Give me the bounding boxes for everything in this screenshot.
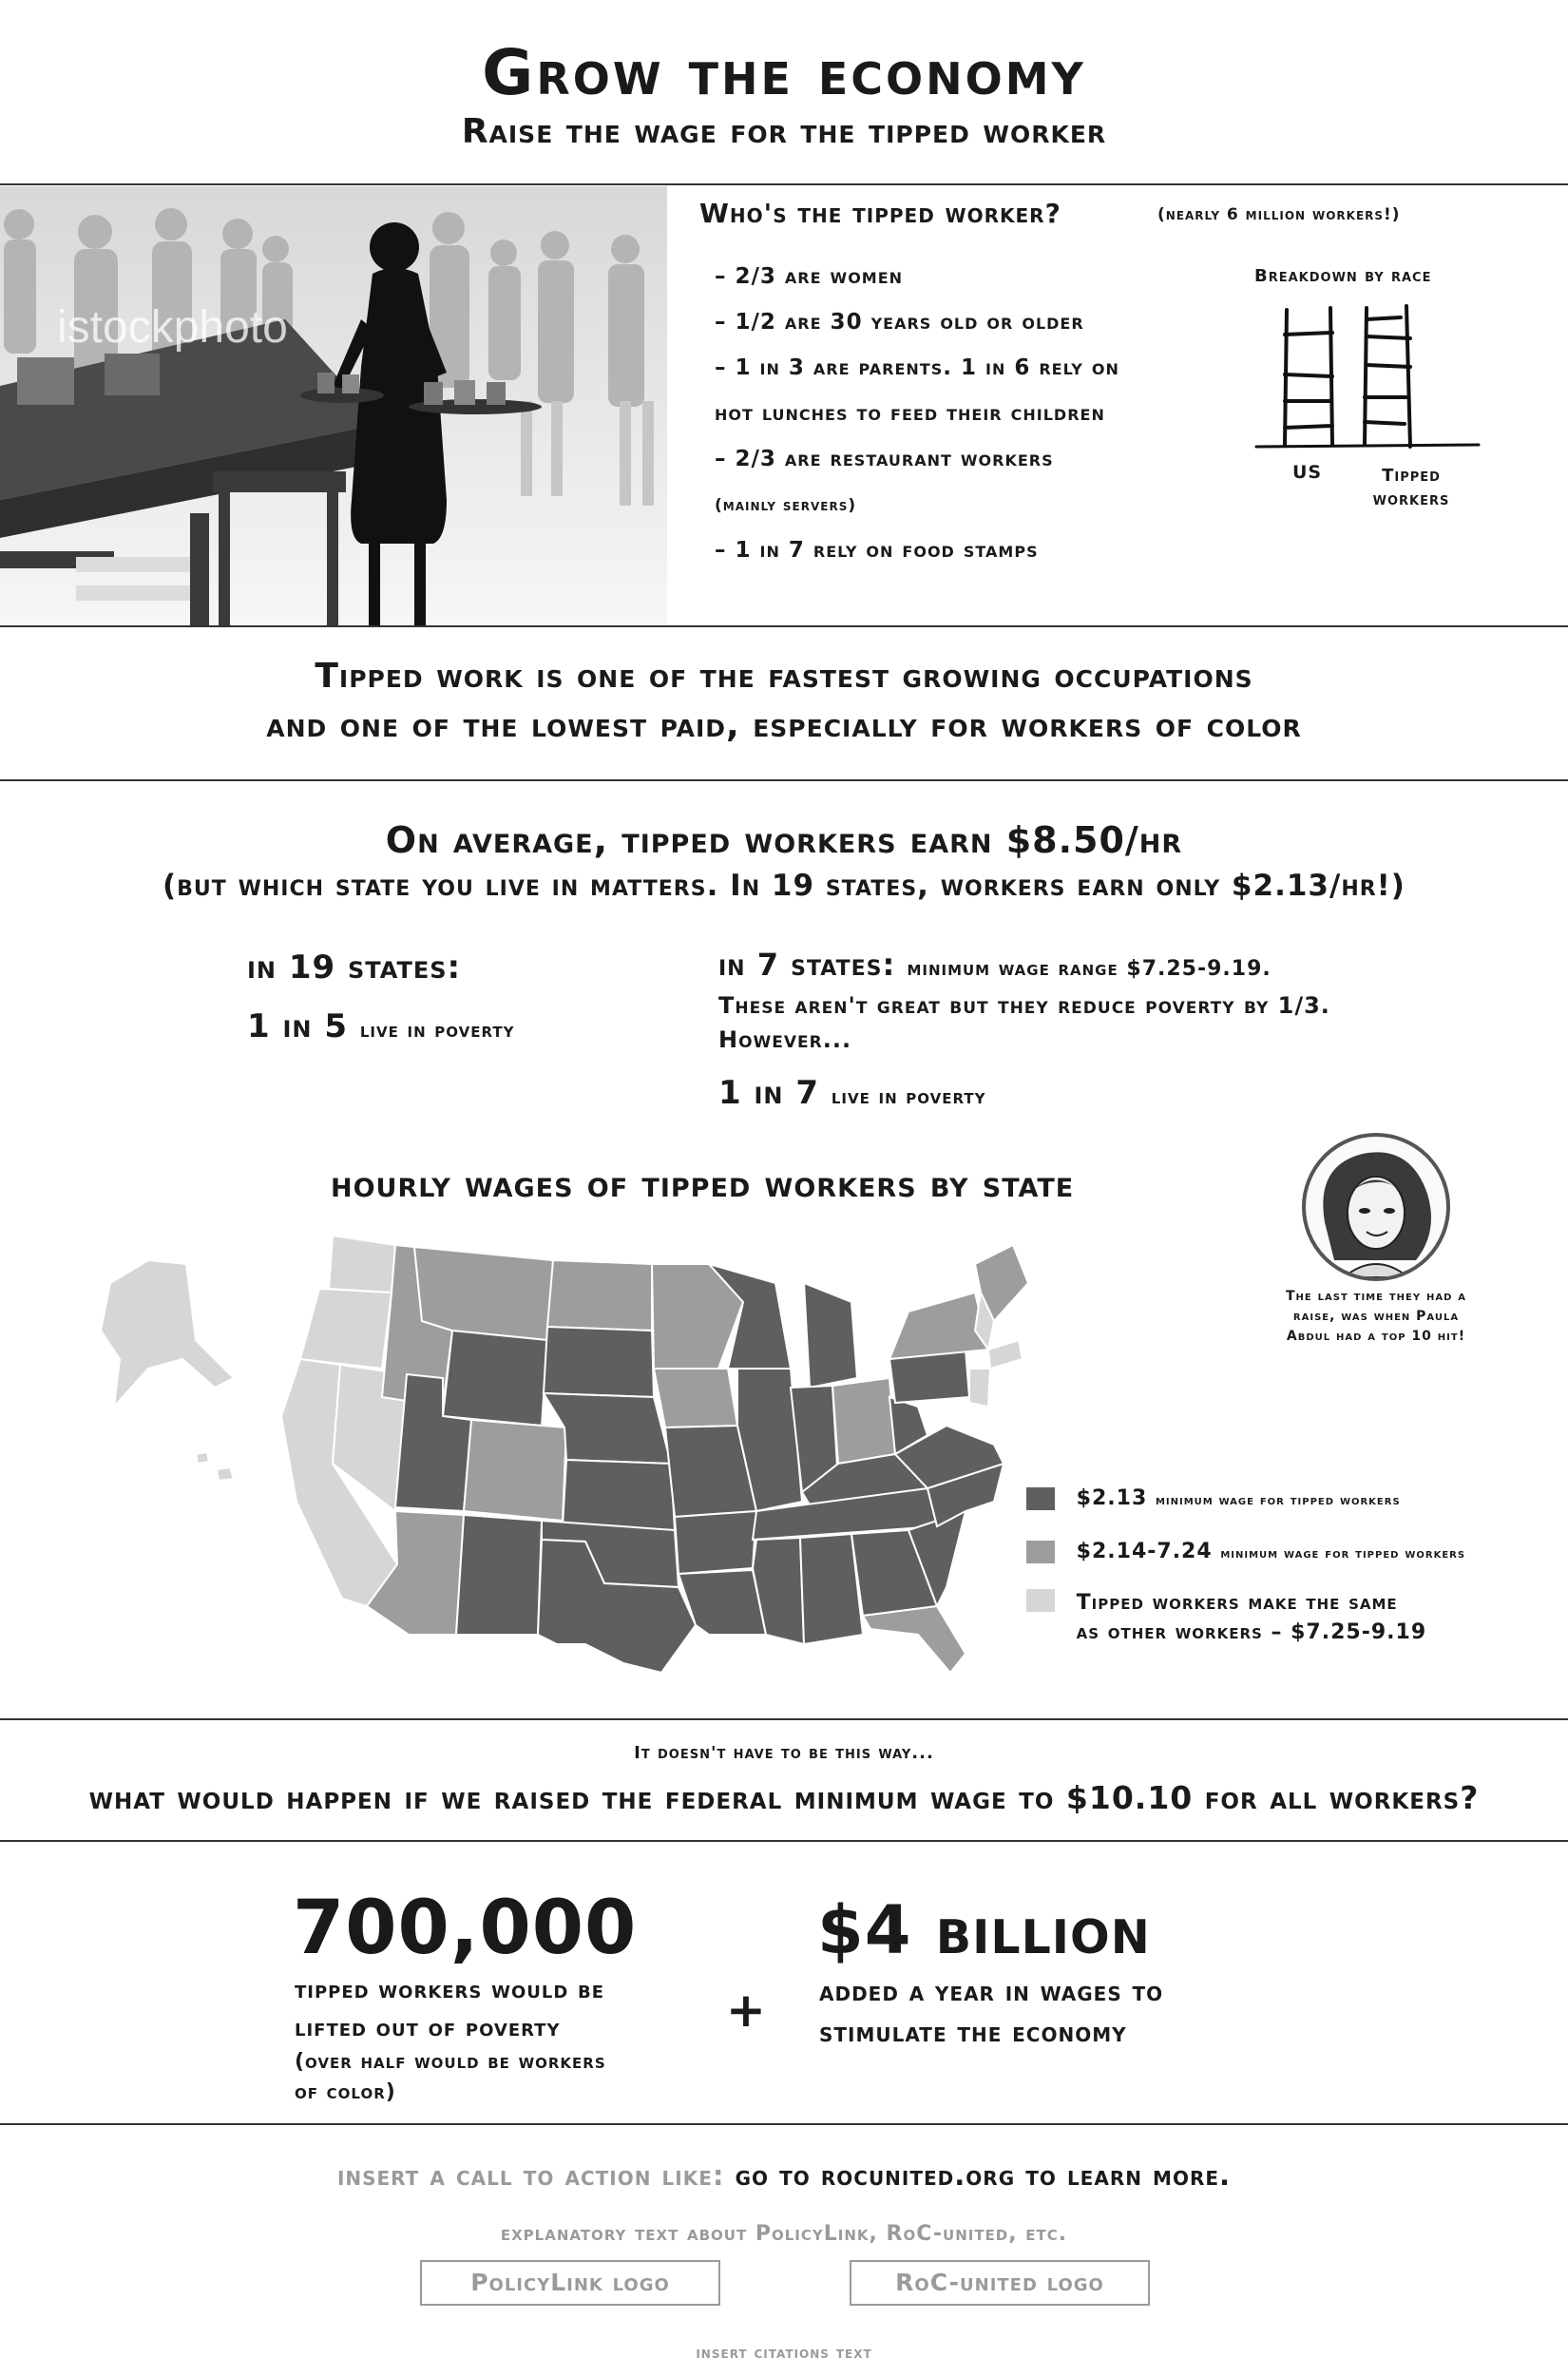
outcome-700k-description [295, 1971, 694, 2108]
outcome-4b-value: $4 billion [817, 1891, 1151, 1969]
outcome-4b-line-2: stimulate the economy [819, 2017, 1127, 2049]
legend-item-light [1026, 1589, 1426, 1648]
who-note: (nearly 6 million workers!) [1157, 205, 1401, 224]
portrait-icon [1306, 1137, 1446, 1277]
states7-description [718, 988, 1441, 1057]
state-north-dakota [547, 1260, 652, 1331]
state-wyoming [443, 1331, 547, 1426]
hero-image [0, 186, 667, 625]
rocunited-logo-placeholder: RoC-united logo [850, 2260, 1150, 2306]
legend-item-dark [1026, 1486, 1401, 1510]
who-bullet: – 2/3 are restaurant workers [715, 447, 1054, 471]
who-bullet: hot lunches to feed their children [715, 401, 1105, 426]
legend-swatch-dark [1026, 1487, 1055, 1510]
state-south-dakota [544, 1327, 654, 1397]
cta-link[interactable]: go to rocunited.org to learn more. [735, 2159, 1232, 2192]
state-michigan [804, 1283, 857, 1388]
states7-stat-suffix: live in poverty [831, 1085, 986, 1109]
outcome-700k-line-2: lifted out of poverty [295, 2014, 561, 2041]
states7-desc-line-1: These aren't great but they reduce poverty by 1/3. [718, 992, 1330, 1019]
citations-text: insert citations text [696, 2344, 872, 2363]
states7-title [718, 947, 1272, 983]
page-subtitle: Raise the wage for the tipped worker [461, 112, 1107, 151]
state-new-jersey [969, 1369, 990, 1407]
divider [0, 183, 1568, 185]
state-alaska [101, 1260, 234, 1407]
who-bullet: – 2/3 are women [715, 264, 904, 289]
plus-sign: + [726, 1983, 767, 2038]
state-arkansas [675, 1511, 756, 1574]
legend-swatch-mid [1026, 1541, 1055, 1563]
us-wage-map [91, 1226, 1051, 1673]
divider [0, 1840, 1568, 1842]
who-bullet: – 1/2 are 30 years old or older [715, 310, 1084, 335]
outcome-700k-line-4: of color) [295, 2079, 396, 2104]
outcome-700k-line-1: tipped workers would be [295, 1976, 604, 2003]
race-label-tipped: Tipped workers [1372, 466, 1450, 510]
states7-desc-line-2: However... [718, 1026, 852, 1053]
legend-item-mid [1026, 1540, 1465, 1563]
legend-swatch-light [1026, 1589, 1055, 1612]
states7-stat [718, 1074, 985, 1112]
legend-note: minimum wage for tipped workers [1220, 1546, 1466, 1562]
states19-stat-value: 1 in 5 [247, 1007, 349, 1045]
race-breakdown-chart [1243, 295, 1490, 485]
question-intro: It doesn't have to be this way... [634, 1743, 934, 1763]
explanatory-text: explanatory text about PolicyLink, RoC-united, etc. [500, 2222, 1068, 2246]
divider [0, 779, 1568, 781]
legend-label: $2.13 [1076, 1486, 1148, 1510]
divider [0, 2123, 1568, 2125]
call-to-action [0, 2159, 1568, 2192]
who-bullet: – 1 in 7 rely on food stamps [715, 538, 1039, 563]
divider [0, 1718, 1568, 1720]
state-hawaii-2 [217, 1467, 234, 1481]
outcome-4b-description [819, 1971, 1275, 2054]
who-heading: Who's the tipped worker? [699, 198, 1061, 229]
outcome-4b-line-1: added a year in wages to [819, 1976, 1164, 2007]
legend-label-2: as other workers – $7.25-9.19 [1076, 1619, 1427, 1644]
policylink-logo-placeholder: PolicyLink logo [420, 2260, 720, 2306]
who-bullet-note: (mainly servers) [715, 496, 857, 515]
legend-label: $2.14-7.24 [1076, 1540, 1213, 1563]
growth-line-2: and one of the lowest paid, especially for workers of color [266, 706, 1302, 746]
states7-title-suffix: minimum wage range $7.25-9.19. [907, 957, 1272, 981]
growth-line-1: Tipped work is one of the fastest growing occupations [315, 657, 1253, 696]
state-new-york [889, 1293, 988, 1359]
legend-label: Tipped workers make the same [1076, 1591, 1398, 1615]
legend-label-block [1077, 1589, 1426, 1648]
average-subtitle: (but which state you live in matters. In 19 states, workers earn only $2.13/hr!) [163, 869, 1405, 903]
state-iowa [654, 1369, 737, 1428]
state-florida [863, 1606, 966, 1673]
states7-stat-value: 1 in 7 [718, 1074, 820, 1112]
who-bullet: – 1 in 3 are parents. 1 in 6 rely on [715, 355, 1119, 380]
divider [0, 625, 1568, 627]
question-main: what would happen if we raised the federal minimum wage to $10.10 for all workers? [88, 1779, 1480, 1816]
state-ohio [832, 1378, 895, 1464]
state-kansas [563, 1460, 675, 1530]
outcome-700k-line-3: (over half would be workers [295, 2050, 606, 2074]
state-washington [329, 1236, 395, 1293]
growth-statement [0, 652, 1568, 751]
states19-stat [247, 1007, 514, 1045]
page-title: Grow the economy [482, 36, 1086, 109]
state-hawaii [196, 1452, 209, 1464]
paula-abdul-avatar [1302, 1133, 1450, 1281]
race-chart-title: Breakdown by race [1254, 266, 1432, 286]
state-colorado [464, 1420, 566, 1521]
average-title: On average, tipped workers earn $8.50/hr [385, 819, 1183, 861]
avatar-caption: The last time they had a raise, was when Paula Abdul had a top 10 hit! [1286, 1289, 1466, 1344]
state-montana [414, 1247, 553, 1340]
outcome-700k-value: 700,000 [293, 1886, 638, 1971]
state-oregon [300, 1289, 392, 1369]
race-label-us: US [1292, 462, 1323, 483]
restaurant-illustration [0, 186, 667, 625]
states7-title-main: in 7 states: [718, 947, 896, 983]
legend-note: minimum wage for tipped workers [1155, 1493, 1401, 1508]
states19-stat-suffix: live in poverty [359, 1019, 515, 1043]
cta-prefix: insert a call to action like: [336, 2159, 725, 2192]
map-title: hourly wages of tipped workers by state [331, 1163, 1075, 1205]
watermark-text: istockphoto [57, 302, 288, 353]
state-massachusetts [988, 1340, 1023, 1369]
state-new-mexico [456, 1515, 542, 1635]
states19-title: in 19 states: [247, 948, 462, 987]
